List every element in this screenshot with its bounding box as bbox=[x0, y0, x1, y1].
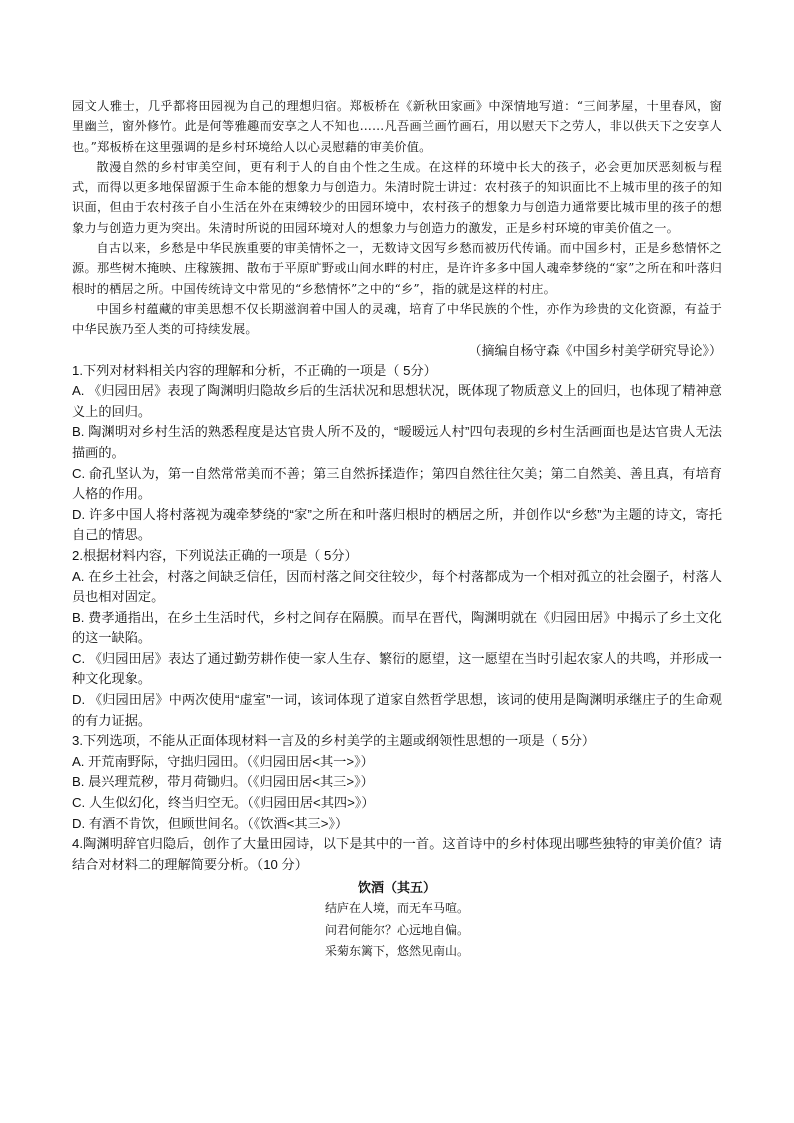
passage-paragraph-2: 散漫自然的乡村审美空间，更有利于人的自由个性之生成。在这样的环境中长大的孩子，必会更加厌恶刻板与程式，而得以更多地保留源于生命本能的想象力与创造力。朱清时院士讲过：农村孩子的知识面比不上城市里的孩子的知识面，但由于农村孩子自小生活在外在束缚较少的田园环境中，农村孩子的想象力与创造力通常要比城市里的孩子的想象力与创造力更为突出。朱清时所说的田园环境对人的想象力与创造力的激发，正是乡村环境的审美价值之一。 bbox=[72, 159, 722, 235]
question-stem: 1.下列对材料相关内容的理解和分析，不正确的一项是（ 5分） bbox=[72, 362, 437, 378]
option-b: B. 陶渊明对乡村生活的熟悉程度是达官贵人所不及的，“暧暧远人村”四句表现的乡村生活画面也是达官贵人无法描画的。 bbox=[72, 424, 722, 460]
option-d: D. 许多中国人将村落视为魂牵梦绕的“家”之所在和叶落归根时的栖居之所，并创作以“乡愁”为主题的诗文，寄托自己的情思。 bbox=[72, 506, 722, 543]
option-d: D. 有酒不肯饮，但顾世间名。（《饮酒<其三>》） bbox=[72, 815, 349, 831]
passage-paragraph-3: 自古以来，乡愁是中华民族重要的审美情怀之一，无数诗文因写乡愁而被历代传诵。而中国乡村，正是乡愁情怀之源。那些树木掩映、庄稼簇拥、散布于平原旷野或山间水畔的村庄，是许许多多中国人魂牵梦绕的“家”之所在和叶落归根时的栖居之所。中国传统诗文中常见的“乡愁情怀”之中的“乡”，指的就是这样的村庄。 bbox=[72, 241, 722, 296]
question-stem: 4.陶渊明辞官归隐后，创作了大量田园诗，以下是其中的一首。这首诗中的乡村体现出哪些独特的审美价值？请结合对材料二的理解简要分析。（10 分） bbox=[72, 836, 722, 872]
question-4 bbox=[72, 834, 722, 875]
option-c: C. 《归园田居》表达了通过勤劳耕作使一家人生存、繁衍的愿望，这一愿望在当时引起农家人的共鸣，并形成一种文化现象。 bbox=[72, 650, 722, 687]
passage-paragraph-1: 园文人雅士，几乎都将田园视为自己的理想归宿。郑板桥在《新秋田家画》中深情地写道：“三间茅屋，十里春风，窗里幽兰，窗外修竹。此是何等雅趣而安享之人不知也……凡吾画兰画竹画石，用以慰天下之劳人，非以供天下之安享人也。”郑板桥在这里强调的是乡村环境给人以心灵慰藉的审美价值。 bbox=[72, 99, 722, 154]
poem-line: 采菊东篱下，悠然见南山。 bbox=[324, 944, 469, 959]
question-1 bbox=[72, 361, 722, 546]
poem-line: 结庐在人境，而无车马喧。 bbox=[324, 901, 469, 916]
option-b: B. 晨兴理荒秽，带月荷锄归。（《归园田居<其三>》） bbox=[72, 774, 374, 790]
question-3 bbox=[72, 731, 722, 834]
question-stem: 3.下列选项，不能从正面体现材料一言及的乡村美学的主题或纲领性思想的一项是（ 5分） bbox=[72, 733, 596, 749]
poem-title: 饮酒（其五） bbox=[357, 880, 436, 896]
option-c: C. 人生似幻化，终当归空无。（《归园田居<其四>》） bbox=[72, 795, 375, 811]
option-c: C. 俞孔坚认为，第一自然常常美而不善；第三自然拆揉造作；第四自然往往欠美；第二自然美、善且真，有培育人格的作用。 bbox=[72, 465, 722, 502]
poem bbox=[72, 877, 722, 963]
poem-line: 问君何能尔？心远地自偏。 bbox=[324, 922, 469, 937]
option-a: A. 在乡土社会，村落之间缺乏信任，因而村落之间交往较少，每个村落都成为一个相对孤立的社会圈子，村落人员也相对固定。 bbox=[72, 568, 722, 605]
exam-page bbox=[72, 96, 722, 963]
passage-source: （摘编自杨守森《中国乡村美学研究导论》） bbox=[468, 342, 722, 358]
question-2 bbox=[72, 546, 722, 731]
passage-paragraph-4: 中国乡村蕴藏的审美思想不仅长期滋润着中国人的灵魂，培育了中华民族的个性，亦作为珍贵的文化资源，有益于中华民族乃至人类的可持续发展。 bbox=[72, 301, 722, 337]
option-b: B. 费孝通指出，在乡土生活时代，乡村之间存在隔膜。而早在晋代，陶渊明就在《归园田居》中揭示了乡土文化的这一缺陷。 bbox=[72, 609, 722, 646]
option-d: D. 《归园田居》中两次使用“虚室”一词，该词体现了道家自然哲学思想，该词的使用是陶渊明承继庄子的生命观的有力证据。 bbox=[72, 692, 722, 728]
option-a: A. 开荒南野际，守拙归园田。（《归园田居<其一>》） bbox=[72, 753, 374, 769]
option-a: A. 《归园田居》表现了陶渊明归隐故乡后的生活状况和思想状况，既体现了物质意义上的回归，也体现了精神意义上的回归。 bbox=[72, 383, 722, 419]
question-stem: 2.根据材料内容，下列说法正确的一项是（ 5分） bbox=[72, 547, 358, 563]
